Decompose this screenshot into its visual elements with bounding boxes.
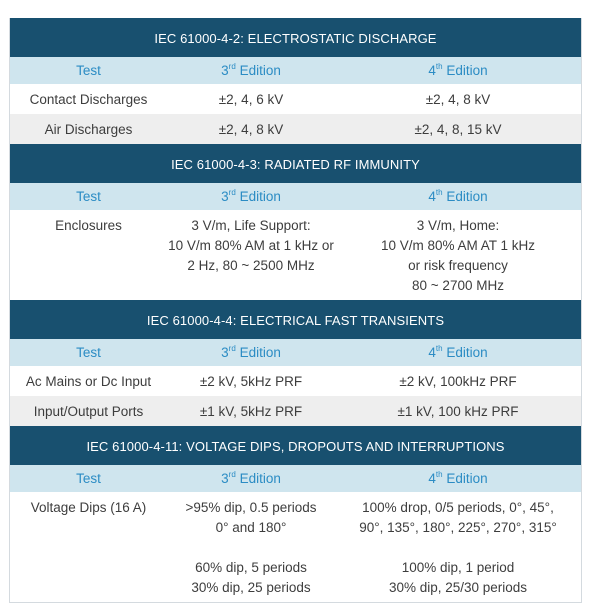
value-line: or risk frequency (408, 258, 508, 273)
value-line: 10 V/m 80% AM at 1 kHz or (168, 238, 334, 253)
edition-label: Edition (446, 63, 488, 78)
edition-number: 3 (221, 345, 229, 360)
value-line (167, 538, 335, 558)
edition-ordinal: rd (228, 344, 236, 353)
column-header-4th-edition (335, 63, 581, 78)
column-header-3rd-edition (167, 471, 335, 486)
column-header-3rd-edition (167, 345, 335, 360)
value-line: 2 Hz, 80 ~ 2500 MHz (187, 258, 315, 273)
section-title: IEC 61000-4-11: VOLTAGE DIPS, DROPOUTS AND INTERRUPTIONS (10, 426, 581, 465)
column-header-4th-edition (335, 471, 581, 486)
column-header-test: Test (76, 63, 101, 78)
section-title: IEC 61000-4-4: ELECTRICAL FAST TRANSIENTS (10, 300, 581, 339)
edition-number: 4 (428, 189, 436, 204)
edition-3-value (167, 498, 335, 598)
column-header-3rd-edition (167, 189, 335, 204)
value-line: 60% dip, 5 periods (195, 560, 307, 575)
value-line: 80 ~ 2700 MHz (412, 278, 504, 293)
test-name: Ac Mains or Dc Input (25, 374, 152, 389)
column-header-3rd-edition (167, 63, 335, 78)
table-row (10, 396, 581, 426)
test-name: Input/Output Ports (33, 404, 144, 419)
table-row (10, 114, 581, 144)
edition-number: 4 (428, 63, 436, 78)
value-line: ±2 kV, 100kHz PRF (399, 374, 517, 389)
edition-ordinal: th (435, 470, 443, 479)
column-header-row (10, 183, 581, 210)
edition-number: 4 (428, 345, 436, 360)
column-header-test: Test (76, 345, 101, 360)
edition-4-value (335, 90, 581, 110)
value-line: 30% dip, 25/30 periods (388, 580, 528, 595)
edition-3-value (167, 120, 335, 140)
edition-4-value (335, 402, 581, 422)
edition-4-value (335, 498, 581, 598)
value-line: ±1 kV, 5kHz PRF (199, 404, 303, 419)
edition-ordinal: rd (228, 470, 236, 479)
column-header-test: Test (76, 189, 101, 204)
value-line: ±2 kV, 5kHz PRF (199, 374, 303, 389)
table-row (10, 210, 581, 300)
edition-number: 3 (221, 471, 229, 486)
edition-label: Edition (239, 345, 281, 360)
edition-ordinal: th (435, 188, 443, 197)
value-line: 3 V/m, Life Support: (191, 218, 311, 233)
table-row (10, 366, 581, 396)
edition-number: 3 (221, 189, 229, 204)
value-line: ±2, 4, 6 kV (218, 92, 284, 107)
value-line: 0° and 180° (215, 520, 287, 535)
value-line: 30% dip, 25 periods (191, 580, 311, 595)
edition-4-value (335, 120, 581, 140)
column-header-row (10, 57, 581, 84)
column-header-row (10, 465, 581, 492)
edition-ordinal: rd (228, 62, 236, 71)
edition-ordinal: rd (228, 188, 236, 197)
edition-label: Edition (239, 471, 281, 486)
section-title: IEC 61000-4-3: RADIATED RF IMMUNITY (10, 144, 581, 183)
edition-ordinal: th (435, 344, 443, 353)
edition-label: Edition (446, 189, 488, 204)
value-line: 10 V/m 80% AM AT 1 kHz (380, 238, 536, 253)
value-line: ±1 kV, 100 kHz PRF (397, 404, 519, 419)
value-line: 100% drop, 0/5 periods, 0°, 45°, (362, 500, 554, 515)
edition-3-value (167, 90, 335, 110)
value-line: ±2, 4, 8 kV (218, 122, 284, 137)
value-line: 90°, 135°, 180°, 225°, 270°, 315° (359, 520, 557, 535)
edition-4-value (335, 372, 581, 392)
test-name: Contact Discharges (29, 92, 148, 107)
edition-ordinal: th (435, 62, 443, 71)
value-line: >95% dip, 0.5 periods (185, 500, 317, 515)
test-name: Voltage Dips (16 A) (30, 500, 147, 515)
edition-label: Edition (446, 345, 488, 360)
edition-label: Edition (239, 189, 281, 204)
value-line: 3 V/m, Home: (416, 218, 500, 233)
column-header-test: Test (76, 471, 101, 486)
edition-3-value (167, 372, 335, 392)
edition-3-value (167, 402, 335, 422)
iec-comparison-table (9, 18, 582, 603)
value-line: ±2, 4, 8 kV (425, 92, 491, 107)
column-header-row (10, 339, 581, 366)
edition-3-value (167, 216, 335, 296)
section-title: IEC 61000-4-2: ELECTROSTATIC DISCHARGE (10, 18, 581, 57)
value-line: ±2, 4, 8, 15 kV (414, 122, 502, 137)
edition-label: Edition (446, 471, 488, 486)
column-header-4th-edition (335, 189, 581, 204)
edition-label: Edition (239, 63, 281, 78)
edition-number: 4 (428, 471, 436, 486)
table-row (10, 492, 581, 602)
table-row (10, 84, 581, 114)
edition-4-value (335, 216, 581, 296)
edition-number: 3 (221, 63, 229, 78)
column-header-4th-edition (335, 345, 581, 360)
test-name: Air Discharges (44, 122, 133, 137)
value-line (335, 538, 581, 558)
value-line: 100% dip, 1 period (401, 560, 515, 575)
test-name: Enclosures (55, 218, 122, 233)
